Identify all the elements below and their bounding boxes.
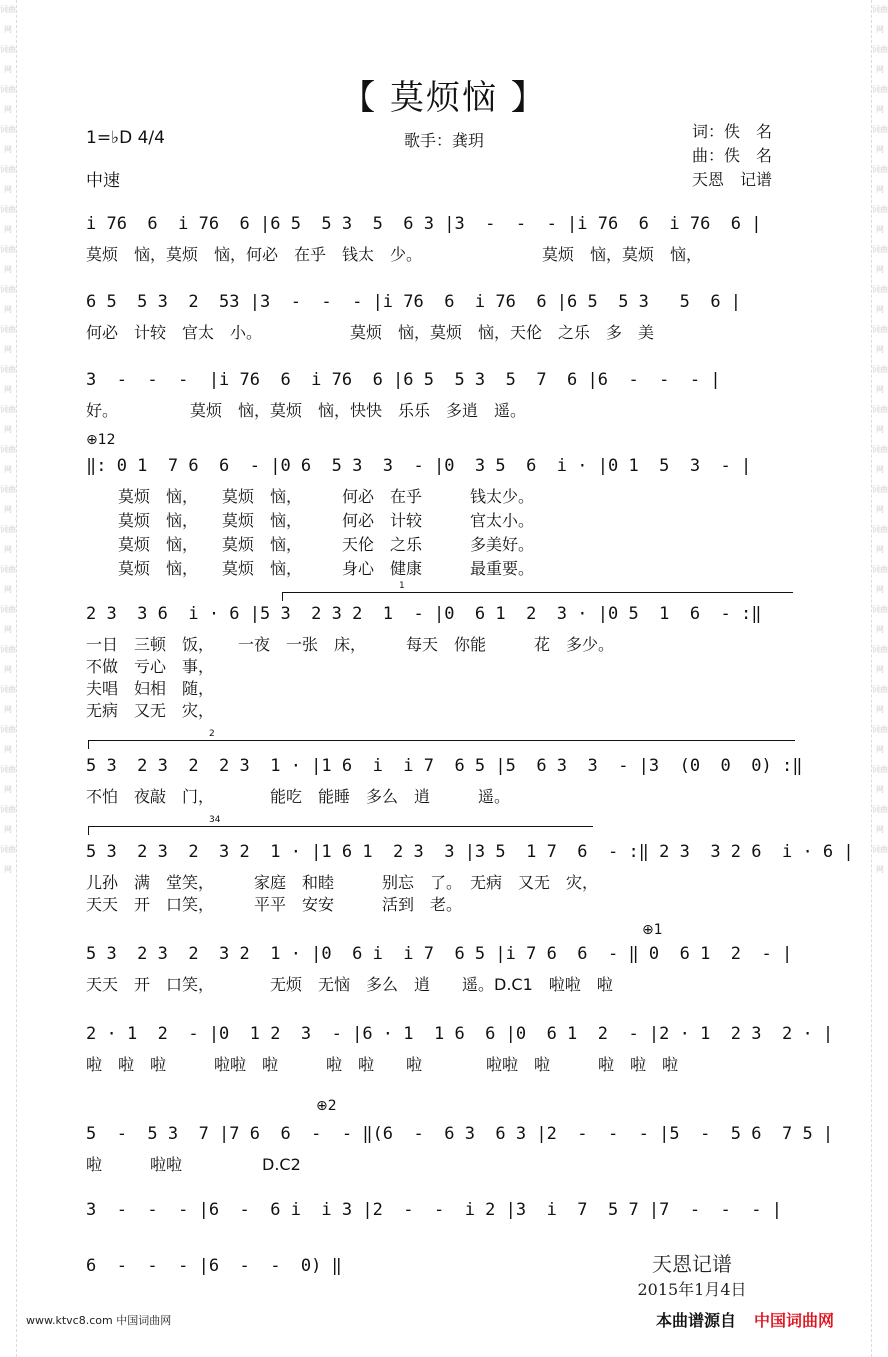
watermark-text: 词曲网: [872, 165, 888, 194]
watermark-text: 词曲网: [872, 445, 888, 474]
watermark-text: 词曲网: [872, 125, 888, 154]
watermark-text: 词曲网: [872, 5, 888, 34]
volta-bracket: [88, 729, 795, 749]
signature-name: 天恩记谱: [652, 1252, 732, 1276]
lyrics-line: 莫烦 恼， 莫烦 恼， 天伦 之乐 多美好。: [86, 535, 535, 554]
watermark-text: 词曲网: [872, 645, 888, 674]
watermark-text: 词曲网: [0, 205, 16, 234]
footer-site[interactable]: www.ktvc8.com 中国词曲网: [26, 1314, 172, 1327]
watermark-text: 词曲网: [872, 205, 888, 234]
lyricist-credit: 词：佚 名: [692, 122, 773, 141]
watermark-text: 词曲网: [872, 525, 888, 554]
watermark-text: 词曲网: [0, 445, 16, 474]
volta-bracket: [88, 815, 593, 835]
transcriber-credit: 天恩 记谱: [692, 170, 773, 189]
watermark-text: 词曲网: [872, 365, 888, 394]
watermark-text: 词曲网: [872, 285, 888, 314]
lyrics-line: 啦 啦啦 D.C2: [86, 1155, 301, 1174]
watermark-text: 词曲网: [0, 165, 16, 194]
page-title: 【 莫烦恼 】: [341, 78, 547, 118]
notation-line: 3 - - - |i 76 6 i 76 6 |6 5 5 3 5 7 6 |6 - - - |: [86, 370, 721, 390]
notation-line: 5 3 2 3 2 2 3 1 · |1 6 i i 7 6 5 |5 6 3 3 - |3 (0 0 0) :‖: [86, 756, 803, 776]
lyrics-line: 何必 计较 官太 小。 莫烦 恼，莫烦 恼，天伦 之乐 多 美: [86, 323, 655, 342]
volta-number: 1: [399, 581, 405, 591]
watermark-text: 词曲网: [872, 725, 888, 754]
watermark-text: 词曲网: [0, 605, 16, 634]
notation-line: 6 5 5 3 2 53 |3 - - - |i 76 6 i 76 6 |6 5 5 3 5 6 |: [86, 292, 742, 312]
watermark-strip-right: [871, 0, 888, 1357]
tempo-marking: 中速: [86, 171, 120, 191]
footer-source-label: 本曲谱源自: [656, 1311, 737, 1330]
watermark-strip-left: [0, 0, 17, 1357]
lyrics-line: 好。 莫烦 恼，莫烦 恼，快快 乐乐 多逍 遥。: [86, 401, 527, 420]
notation-line: 5 3 2 3 2 3 2 1 · |1 6 1 2 3 3 |3 5 1 7 6 - :‖ 2 3 3 2 6 i · 6 |: [86, 842, 854, 862]
watermark-text: 词曲网: [872, 85, 888, 114]
watermark-text: 词曲网: [872, 845, 888, 874]
watermark-text: 词曲网: [0, 845, 16, 874]
lyrics-line: 莫烦 恼，莫烦 恼，何必 在乎 钱太 少。 莫烦 恼，莫烦 恼，: [86, 245, 703, 264]
watermark-text: 词曲网: [0, 565, 16, 594]
lyrics-line: 儿孙 满 堂笑， 家庭 和睦 别忘 了。 无病 又无 灾，: [86, 873, 599, 892]
watermark-text: 词曲网: [0, 805, 16, 834]
watermark-text: 词曲网: [0, 405, 16, 434]
coda-mark: ⊕12: [86, 432, 116, 448]
volta-bracket: [282, 581, 793, 601]
signature: [612, 1248, 772, 1300]
notation-line: ‖: 0 1 7 6 6 - |0 6 5 3 3 - |0 3 5 6 i · |0 1 5 3 - |: [86, 456, 752, 476]
volta-number: 34: [209, 815, 221, 825]
singer-credit: 歌手：龚玥: [404, 131, 485, 150]
watermark-text: 词曲网: [872, 805, 888, 834]
notation-line: i 76 6 i 76 6 |6 5 5 3 5 6 3 |3 - - - |i 76 6 i 76 6 |: [86, 214, 762, 234]
composer-credit: 曲：佚 名: [692, 146, 773, 165]
watermark-text: 词曲网: [0, 485, 16, 514]
watermark-text: 词曲网: [0, 125, 16, 154]
notation-line: 5 - 5 3 7 |7 6 6 - - ‖(6 - 6 3 6 3 |2 - - - |5 - 5 6 7 5 |: [86, 1124, 834, 1144]
lyrics-line: 不怕 夜敲 门， 能吃 能睡 多么 逍 遥。: [86, 787, 511, 806]
watermark-text: 词曲网: [0, 285, 16, 314]
watermark-text: 词曲网: [872, 405, 888, 434]
watermark-text: 词曲网: [872, 45, 888, 74]
watermark-text: 词曲网: [872, 485, 888, 514]
notation-line: 5 3 2 3 2 3 2 1 · |0 6 i i 7 6 5 |i 7 6 6 - ‖ 0 6 1 2 - |: [86, 944, 793, 964]
watermark-text: 词曲网: [872, 565, 888, 594]
watermark-text: 词曲网: [872, 605, 888, 634]
notation-line: 3 - - - |6 - 6 i i 3 |2 - - i 2 |3 i 7 5 7 |7 - - - |: [86, 1200, 782, 1220]
watermark-text: 词曲网: [0, 325, 16, 354]
watermark-text: 词曲网: [0, 245, 16, 274]
lyrics-line: 莫烦 恼， 莫烦 恼， 何必 计较 官太小。: [86, 511, 535, 530]
notation-line: 2 3 3 6 i · 6 |5 3 2 3 2 1 - |0 6 1 2 3 · |0 5 1 6 - :‖: [86, 604, 762, 624]
lyrics-line: 啦 啦 啦 啦啦 啦 啦 啦 啦 啦啦 啦 啦 啦 啦: [86, 1055, 679, 1074]
watermark-text: 词曲网: [872, 325, 888, 354]
watermark-text: 词曲网: [0, 5, 16, 34]
watermark-text: 词曲网: [872, 685, 888, 714]
coda-mark: ⊕2: [316, 1098, 337, 1114]
lyrics-line: 不做 亏心 事，: [86, 657, 215, 676]
lyrics-line: 天天 开 口笑， 平平 安安 活到 老。: [86, 895, 463, 914]
notation-line: 6 - - - |6 - - 0) ‖: [86, 1256, 342, 1276]
lyrics-line: 莫烦 恼， 莫烦 恼， 身心 健康 最重要。: [86, 559, 535, 578]
footer-source: [656, 1308, 834, 1331]
key-signature: 1=♭D 4/4: [86, 128, 165, 148]
watermark-text: 词曲网: [0, 725, 16, 754]
watermark-text: 词曲网: [0, 85, 16, 114]
watermark-text: 词曲网: [0, 645, 16, 674]
watermark-text: 词曲网: [872, 245, 888, 274]
volta-number: 2: [209, 729, 215, 739]
footer-source-link[interactable]: 中国词曲网: [754, 1311, 835, 1330]
notation-line: 2 · 1 2 - |0 1 2 3 - |6 · 1 1 6 6 |0 6 1 2 - |2 · 1 2 3 2 · |: [86, 1024, 834, 1044]
lyrics-line: 天天 开 口笑， 无烦 无恼 多么 逍 遥。D.C1 啦啦 啦: [86, 975, 613, 994]
lyrics-line: 一日 三顿 饭， 一夜 一张 床， 每天 你能 花 多少。: [86, 635, 615, 654]
watermark-text: 词曲网: [0, 765, 16, 794]
watermark-text: 词曲网: [0, 365, 16, 394]
lyrics-line: 无病 又无 灾，: [86, 701, 215, 720]
signature-date: 2015年1月4日: [637, 1280, 747, 1299]
credits-block: [692, 120, 772, 192]
coda-mark: ⊕1: [642, 922, 663, 938]
watermark-text: 词曲网: [0, 525, 16, 554]
watermark-text: 词曲网: [0, 45, 16, 74]
lyrics-line: 夫唱 妇相 随，: [86, 679, 215, 698]
watermark-text: 词曲网: [0, 685, 16, 714]
lyrics-line: 莫烦 恼， 莫烦 恼， 何必 在乎 钱太少。: [86, 487, 535, 506]
watermark-text: 词曲网: [872, 765, 888, 794]
